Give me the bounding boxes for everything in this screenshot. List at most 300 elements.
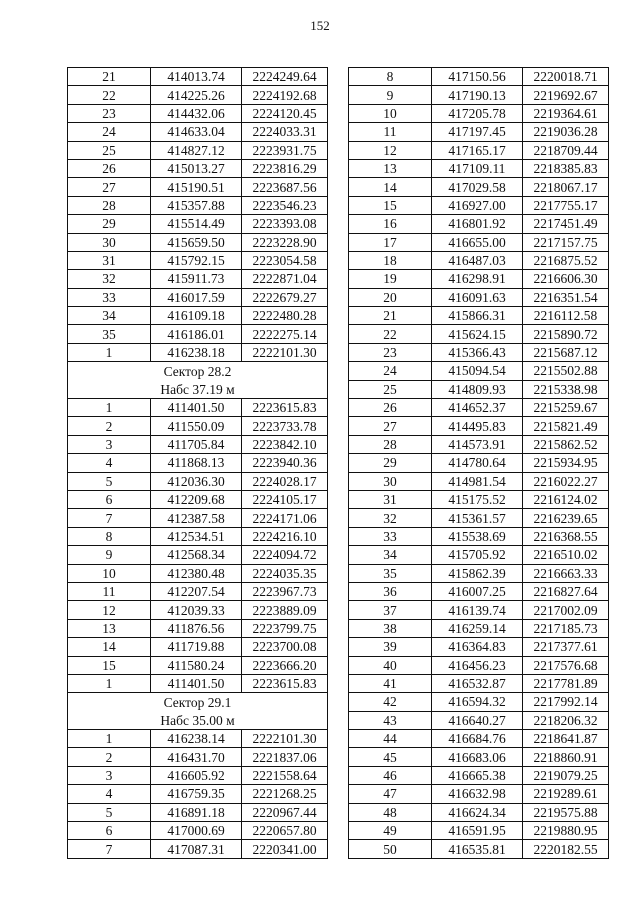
y-coordinate-cell: 2216239.65 [523,509,609,527]
x-coordinate-cell: 416759.35 [151,785,242,803]
table-row [68,785,328,803]
y-coordinate-cell: 2217377.61 [523,638,609,656]
y-coordinate-cell: 2222679.27 [242,288,328,306]
table-row [349,674,609,692]
point-number-cell: 29 [68,215,151,233]
table-row [349,362,609,380]
y-coordinate-cell: 2224192.68 [242,86,328,104]
table-row [68,86,328,104]
table-row [349,251,609,269]
point-number-cell: 29 [349,454,432,472]
table-row [68,196,328,214]
y-coordinate-cell: 2218385.83 [523,159,609,177]
point-number-cell: 42 [349,693,432,711]
table-row [68,435,328,453]
x-coordinate-cell: 415514.49 [151,215,242,233]
x-coordinate-cell: 412534.51 [151,527,242,545]
y-coordinate-cell: 2215890.72 [523,325,609,343]
y-coordinate-cell: 2220341.00 [242,840,328,858]
x-coordinate-cell: 417109.11 [432,159,523,177]
table-row [68,490,328,508]
x-coordinate-cell: 412207.54 [151,582,242,600]
x-coordinate-cell: 416535.81 [432,840,523,858]
y-coordinate-cell: 2215502.88 [523,362,609,380]
sector-title: Сектор 29.1 [68,693,328,711]
point-number-cell: 49 [349,822,432,840]
table-row [68,472,328,490]
table-row [68,123,328,141]
y-coordinate-cell: 2223889.09 [242,601,328,619]
point-number-cell: 36 [349,582,432,600]
point-number-cell: 13 [349,159,432,177]
point-number-cell: 39 [349,638,432,656]
x-coordinate-cell: 411868.13 [151,454,242,472]
point-number-cell: 16 [349,215,432,233]
x-coordinate-cell: 417000.69 [151,822,242,840]
table-row [349,86,609,104]
y-coordinate-cell: 2219575.88 [523,803,609,821]
point-number-cell: 2 [68,748,151,766]
y-coordinate-cell: 2215862.52 [523,435,609,453]
y-coordinate-cell: 2224028.17 [242,472,328,490]
x-coordinate-cell: 411401.50 [151,399,242,417]
y-coordinate-cell: 2216606.30 [523,270,609,288]
x-coordinate-cell: 415357.88 [151,196,242,214]
point-number-cell: 24 [349,362,432,380]
x-coordinate-cell: 416891.18 [151,803,242,821]
coordinates-table-right-body [349,68,609,859]
x-coordinate-cell: 416684.76 [432,730,523,748]
table-row [349,490,609,508]
table-row [68,343,328,361]
y-coordinate-cell: 2223615.83 [242,674,328,692]
point-number-cell: 6 [68,490,151,508]
table-row [68,454,328,472]
coordinates-table-right [348,67,609,859]
y-coordinate-cell: 2219364.61 [523,104,609,122]
point-number-cell: 26 [349,399,432,417]
point-number-cell: 24 [68,123,151,141]
sector-height-row [68,711,328,729]
point-number-cell: 10 [68,564,151,582]
point-number-cell: 28 [349,435,432,453]
table-row [68,288,328,306]
y-coordinate-cell: 2221558.64 [242,766,328,784]
sector-absolute-height: Набс 37.19 м [68,380,328,398]
y-coordinate-cell: 2222871.04 [242,270,328,288]
x-coordinate-cell: 417190.13 [432,86,523,104]
x-coordinate-cell: 416683.06 [432,748,523,766]
y-coordinate-cell: 2224105.17 [242,490,328,508]
point-number-cell: 44 [349,730,432,748]
x-coordinate-cell: 411580.24 [151,656,242,674]
y-coordinate-cell: 2217992.14 [523,693,609,711]
x-coordinate-cell: 414827.12 [151,141,242,159]
table-row [349,785,609,803]
point-number-cell: 34 [349,546,432,564]
x-coordinate-cell: 416091.63 [432,288,523,306]
table-row [349,307,609,325]
sector-height-row [68,380,328,398]
x-coordinate-cell: 416655.00 [432,233,523,251]
y-coordinate-cell: 2217002.09 [523,601,609,619]
x-coordinate-cell: 415094.54 [432,362,523,380]
table-row [349,656,609,674]
table-row [349,123,609,141]
x-coordinate-cell: 416017.59 [151,288,242,306]
point-number-cell: 7 [68,509,151,527]
x-coordinate-cell: 412568.34 [151,546,242,564]
point-number-cell: 32 [349,509,432,527]
x-coordinate-cell: 412039.33 [151,601,242,619]
x-coordinate-cell: 417150.56 [432,68,523,86]
point-number-cell: 6 [68,822,151,840]
y-coordinate-cell: 2220182.55 [523,840,609,858]
table-row [349,270,609,288]
point-number-cell: 50 [349,840,432,858]
y-coordinate-cell: 2217576.68 [523,656,609,674]
coordinates-table-left-body [68,68,328,859]
table-row [68,527,328,545]
x-coordinate-cell: 417205.78 [432,104,523,122]
y-coordinate-cell: 2223687.56 [242,178,328,196]
table-row [68,822,328,840]
point-number-cell: 11 [349,123,432,141]
table-row [349,399,609,417]
table-row [349,527,609,545]
y-coordinate-cell: 2217185.73 [523,619,609,637]
table-row [68,748,328,766]
y-coordinate-cell: 2224171.06 [242,509,328,527]
x-coordinate-cell: 416456.23 [432,656,523,674]
point-number-cell: 13 [68,619,151,637]
table-row [68,803,328,821]
point-number-cell: 14 [349,178,432,196]
y-coordinate-cell: 2218206.32 [523,711,609,729]
point-number-cell: 12 [349,141,432,159]
y-coordinate-cell: 2224120.45 [242,104,328,122]
table-row [68,619,328,637]
coordinates-table-left [67,67,328,859]
point-number-cell: 37 [349,601,432,619]
table-row [349,711,609,729]
y-coordinate-cell: 2223228.90 [242,233,328,251]
x-coordinate-cell: 415361.57 [432,509,523,527]
y-coordinate-cell: 2223842.10 [242,435,328,453]
point-number-cell: 41 [349,674,432,692]
y-coordinate-cell: 2216112.58 [523,307,609,325]
table-row [349,546,609,564]
point-number-cell: 33 [68,288,151,306]
y-coordinate-cell: 2219036.28 [523,123,609,141]
table-row [68,215,328,233]
point-number-cell: 1 [68,399,151,417]
x-coordinate-cell: 416109.18 [151,307,242,325]
y-coordinate-cell: 2222101.30 [242,730,328,748]
x-coordinate-cell: 416532.87 [432,674,523,692]
table-row [349,343,609,361]
table-row [349,178,609,196]
table-row [349,766,609,784]
y-coordinate-cell: 2223816.29 [242,159,328,177]
point-number-cell: 3 [68,435,151,453]
x-coordinate-cell: 416640.27 [432,711,523,729]
x-coordinate-cell: 416238.14 [151,730,242,748]
table-row [349,840,609,858]
table-row [68,68,328,86]
x-coordinate-cell: 416927.00 [432,196,523,214]
table-row [349,564,609,582]
x-coordinate-cell: 414780.64 [432,454,523,472]
point-number-cell: 32 [68,270,151,288]
x-coordinate-cell: 411401.50 [151,674,242,692]
y-coordinate-cell: 2216875.52 [523,251,609,269]
table-row [68,104,328,122]
point-number-cell: 40 [349,656,432,674]
y-coordinate-cell: 2217781.89 [523,674,609,692]
sector-header-row [68,362,328,380]
table-row [349,822,609,840]
x-coordinate-cell: 415013.27 [151,159,242,177]
point-number-cell: 14 [68,638,151,656]
x-coordinate-cell: 415175.52 [432,490,523,508]
sector-title: Сектор 28.2 [68,362,328,380]
table-row [68,546,328,564]
x-coordinate-cell: 411705.84 [151,435,242,453]
table-row [349,730,609,748]
point-number-cell: 1 [68,674,151,692]
x-coordinate-cell: 416487.03 [432,251,523,269]
table-row [349,435,609,453]
table-row [68,656,328,674]
point-number-cell: 4 [68,454,151,472]
x-coordinate-cell: 414633.04 [151,123,242,141]
y-coordinate-cell: 2223054.58 [242,251,328,269]
table-row [349,638,609,656]
point-number-cell: 22 [68,86,151,104]
point-number-cell: 33 [349,527,432,545]
point-number-cell: 20 [349,288,432,306]
x-coordinate-cell: 411550.09 [151,417,242,435]
x-coordinate-cell: 417087.31 [151,840,242,858]
point-number-cell: 9 [349,86,432,104]
y-coordinate-cell: 2215821.49 [523,417,609,435]
point-number-cell: 22 [349,325,432,343]
x-coordinate-cell: 414652.37 [432,399,523,417]
y-coordinate-cell: 2220657.80 [242,822,328,840]
y-coordinate-cell: 2215259.67 [523,399,609,417]
x-coordinate-cell: 416007.25 [432,582,523,600]
x-coordinate-cell: 416632.98 [432,785,523,803]
y-coordinate-cell: 2223546.23 [242,196,328,214]
point-number-cell: 35 [68,325,151,343]
x-coordinate-cell: 416431.70 [151,748,242,766]
y-coordinate-cell: 2224035.35 [242,564,328,582]
point-number-cell: 18 [349,251,432,269]
y-coordinate-cell: 2219289.61 [523,785,609,803]
point-number-cell: 5 [68,803,151,821]
x-coordinate-cell: 416259.14 [432,619,523,637]
point-number-cell: 12 [68,601,151,619]
table-row [349,803,609,821]
y-coordinate-cell: 2216510.02 [523,546,609,564]
point-number-cell: 31 [349,490,432,508]
table-row [68,601,328,619]
point-number-cell: 45 [349,748,432,766]
y-coordinate-cell: 2223931.75 [242,141,328,159]
y-coordinate-cell: 2223666.20 [242,656,328,674]
x-coordinate-cell: 415911.73 [151,270,242,288]
point-number-cell: 43 [349,711,432,729]
point-number-cell: 15 [349,196,432,214]
point-number-cell: 30 [68,233,151,251]
x-coordinate-cell: 412387.58 [151,509,242,527]
x-coordinate-cell: 417197.45 [432,123,523,141]
point-number-cell: 35 [349,564,432,582]
x-coordinate-cell: 415366.43 [432,343,523,361]
x-coordinate-cell: 414809.93 [432,380,523,398]
table-row [68,159,328,177]
point-number-cell: 19 [349,270,432,288]
point-number-cell: 8 [68,527,151,545]
table-row [349,601,609,619]
y-coordinate-cell: 2221268.25 [242,785,328,803]
y-coordinate-cell: 2216368.55 [523,527,609,545]
x-coordinate-cell: 415866.31 [432,307,523,325]
point-number-cell: 27 [349,417,432,435]
table-row [68,730,328,748]
x-coordinate-cell: 415705.92 [432,546,523,564]
page-number: 152 [310,18,330,33]
y-coordinate-cell: 2224216.10 [242,527,328,545]
table-row [349,325,609,343]
y-coordinate-cell: 2224249.64 [242,68,328,86]
table-row [349,693,609,711]
table-row [68,399,328,417]
point-number-cell: 31 [68,251,151,269]
table-row [68,270,328,288]
x-coordinate-cell: 414573.91 [432,435,523,453]
table-row [349,288,609,306]
table-row [68,509,328,527]
table-row [68,233,328,251]
point-number-cell: 1 [68,730,151,748]
x-coordinate-cell: 414981.54 [432,472,523,490]
point-number-cell: 30 [349,472,432,490]
point-number-cell: 21 [68,68,151,86]
y-coordinate-cell: 2223733.78 [242,417,328,435]
table-row [349,159,609,177]
x-coordinate-cell: 412380.48 [151,564,242,582]
table-row [68,325,328,343]
table-row [68,582,328,600]
x-coordinate-cell: 415538.69 [432,527,523,545]
x-coordinate-cell: 416591.95 [432,822,523,840]
table-row [349,104,609,122]
table-row [68,141,328,159]
y-coordinate-cell: 2215687.12 [523,343,609,361]
y-coordinate-cell: 2223393.08 [242,215,328,233]
y-coordinate-cell: 2215338.98 [523,380,609,398]
y-coordinate-cell: 2222480.28 [242,307,328,325]
x-coordinate-cell: 415862.39 [432,564,523,582]
x-coordinate-cell: 416238.18 [151,343,242,361]
table-row [349,748,609,766]
x-coordinate-cell: 417165.17 [432,141,523,159]
point-number-cell: 17 [349,233,432,251]
y-coordinate-cell: 2223615.83 [242,399,328,417]
table-row [349,509,609,527]
point-number-cell: 38 [349,619,432,637]
x-coordinate-cell: 415659.50 [151,233,242,251]
point-number-cell: 26 [68,159,151,177]
table-row [349,417,609,435]
table-row [68,178,328,196]
x-coordinate-cell: 415792.15 [151,251,242,269]
point-number-cell: 27 [68,178,151,196]
sector-header-row [68,693,328,711]
point-number-cell: 28 [68,196,151,214]
point-number-cell: 11 [68,582,151,600]
table-row [68,251,328,269]
table-row [349,472,609,490]
x-coordinate-cell: 416298.91 [432,270,523,288]
y-coordinate-cell: 2220967.44 [242,803,328,821]
y-coordinate-cell: 2220018.71 [523,68,609,86]
table-row [68,417,328,435]
table-row [349,196,609,214]
table-row [68,840,328,858]
x-coordinate-cell: 416624.34 [432,803,523,821]
y-coordinate-cell: 2223940.36 [242,454,328,472]
x-coordinate-cell: 416605.92 [151,766,242,784]
table-row [349,380,609,398]
point-number-cell: 8 [349,68,432,86]
y-coordinate-cell: 2219079.25 [523,766,609,784]
table-row [68,766,328,784]
table-row [349,215,609,233]
point-number-cell: 15 [68,656,151,674]
table-row [68,564,328,582]
y-coordinate-cell: 2218067.17 [523,178,609,196]
table-row [349,68,609,86]
point-number-cell: 2 [68,417,151,435]
x-coordinate-cell: 412209.68 [151,490,242,508]
point-number-cell: 48 [349,803,432,821]
table-row [349,141,609,159]
point-number-cell: 5 [68,472,151,490]
y-coordinate-cell: 2218860.91 [523,748,609,766]
x-coordinate-cell: 411719.88 [151,638,242,656]
y-coordinate-cell: 2216663.33 [523,564,609,582]
y-coordinate-cell: 2215934.95 [523,454,609,472]
table-row [349,233,609,251]
point-number-cell: 23 [349,343,432,361]
x-coordinate-cell: 414013.74 [151,68,242,86]
point-number-cell: 34 [68,307,151,325]
point-number-cell: 4 [68,785,151,803]
point-number-cell: 21 [349,307,432,325]
x-coordinate-cell: 416801.92 [432,215,523,233]
x-coordinate-cell: 416594.32 [432,693,523,711]
y-coordinate-cell: 2217451.49 [523,215,609,233]
x-coordinate-cell: 416364.83 [432,638,523,656]
y-coordinate-cell: 2222275.14 [242,325,328,343]
table-row [349,582,609,600]
y-coordinate-cell: 2219692.67 [523,86,609,104]
point-number-cell: 23 [68,104,151,122]
table-row [68,674,328,692]
